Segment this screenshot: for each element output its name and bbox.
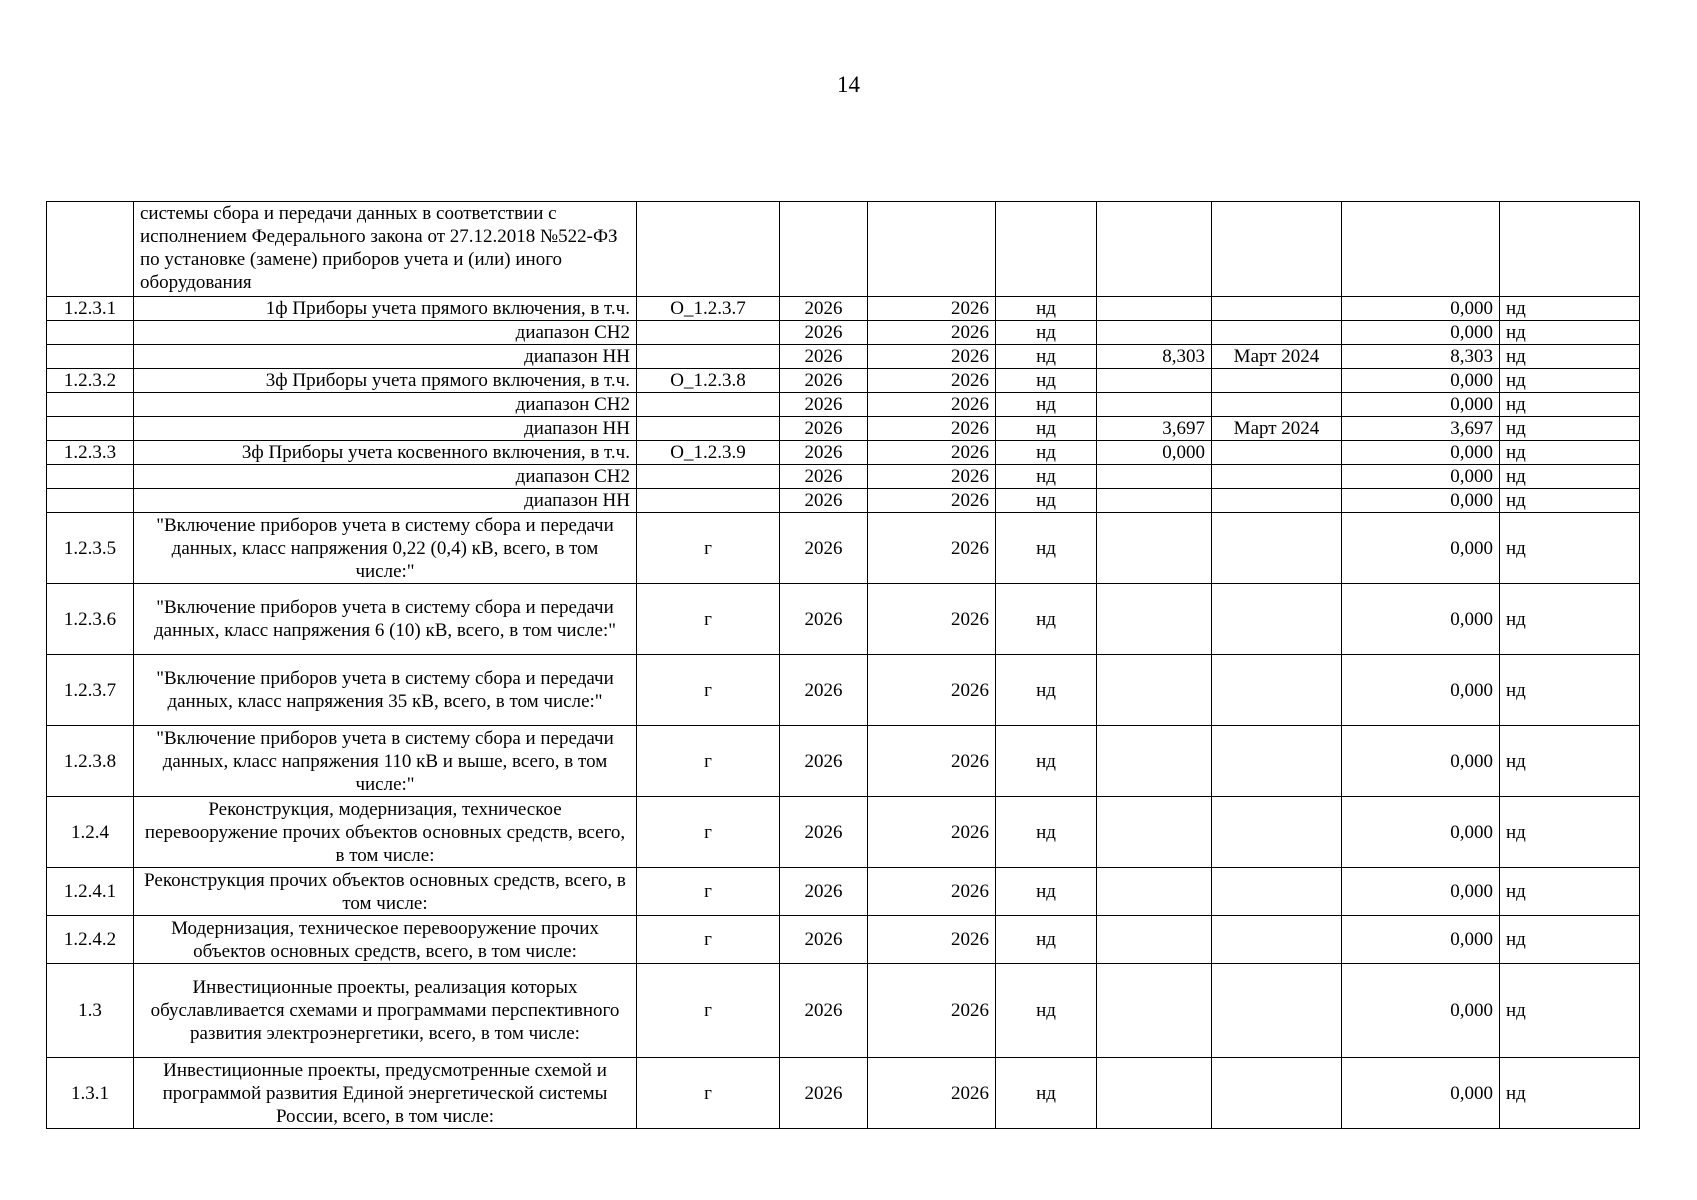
- row-value: [1097, 297, 1212, 321]
- row-value: [1097, 321, 1212, 345]
- row-year-end: 2026: [868, 441, 996, 465]
- row-description: "Включение приборов учета в систему сбора и передачи данных, класс напряжения 6 (10) кВ, всего, в том числе:": [134, 584, 637, 655]
- row-flag: нд: [996, 655, 1097, 726]
- row-year-end: 2026: [868, 465, 996, 489]
- row-flag: нд: [996, 1058, 1097, 1129]
- table-row: [47, 202, 1640, 297]
- row-year-start: 2026: [780, 345, 868, 369]
- row-number: 1.2.4.2: [47, 916, 134, 964]
- row-description: диапазон НН: [134, 345, 637, 369]
- row-total: 0,000: [1342, 465, 1500, 489]
- row-flag: нд: [996, 726, 1097, 797]
- table-row: [47, 1058, 1640, 1129]
- row-description: 3ф Приборы учета косвенного включения, в т.ч.: [134, 441, 637, 465]
- row-total: 0,000: [1342, 489, 1500, 513]
- row-flag-2: [1500, 202, 1640, 297]
- row-total: 0,000: [1342, 1058, 1500, 1129]
- row-year-end: 2026: [868, 964, 996, 1058]
- row-date: [1212, 513, 1342, 584]
- row-flag-2: нд: [1500, 321, 1640, 345]
- row-code: О_1.2.3.9: [637, 441, 780, 465]
- row-description: 3ф Приборы учета прямого включения, в т.ч.: [134, 369, 637, 393]
- row-year-end: 2026: [868, 655, 996, 726]
- row-date: [1212, 916, 1342, 964]
- row-code: г: [637, 916, 780, 964]
- row-flag-2: нд: [1500, 369, 1640, 393]
- row-code: О_1.2.3.7: [637, 297, 780, 321]
- row-code: г: [637, 797, 780, 868]
- row-year-start: 2026: [780, 321, 868, 345]
- row-total: 0,000: [1342, 797, 1500, 868]
- table-row: [47, 726, 1640, 797]
- row-date: Март 2024: [1212, 345, 1342, 369]
- row-year-start: 2026: [780, 297, 868, 321]
- row-flag-2: нд: [1500, 726, 1640, 797]
- row-code: [637, 321, 780, 345]
- row-date: Март 2024: [1212, 417, 1342, 441]
- table-row: [47, 369, 1640, 393]
- row-year-start: 2026: [780, 916, 868, 964]
- row-value: [1097, 868, 1212, 916]
- row-value: [1097, 655, 1212, 726]
- row-flag: нд: [996, 797, 1097, 868]
- row-total: 0,000: [1342, 393, 1500, 417]
- row-description: Реконструкция, модернизация, техническое перевооружение прочих объектов основных средств, всего, в том числе:: [134, 797, 637, 868]
- row-date: [1212, 465, 1342, 489]
- row-total: 0,000: [1342, 369, 1500, 393]
- row-total: 0,000: [1342, 916, 1500, 964]
- table-row: [47, 868, 1640, 916]
- row-date: [1212, 797, 1342, 868]
- row-date: [1212, 369, 1342, 393]
- row-flag: [996, 202, 1097, 297]
- row-year-end: 2026: [868, 513, 996, 584]
- row-year-start: 2026: [780, 584, 868, 655]
- table-row: [47, 489, 1640, 513]
- row-date: [1212, 655, 1342, 726]
- row-value: [1097, 797, 1212, 868]
- row-date: [1212, 868, 1342, 916]
- row-value: 3,697: [1097, 417, 1212, 441]
- row-number: 1.2.3.5: [47, 513, 134, 584]
- row-flag-2: нд: [1500, 964, 1640, 1058]
- row-value: [1097, 964, 1212, 1058]
- row-number: [47, 393, 134, 417]
- row-description: диапазон СН2: [134, 321, 637, 345]
- row-year-end: 2026: [868, 726, 996, 797]
- row-year-start: 2026: [780, 417, 868, 441]
- row-flag: нд: [996, 513, 1097, 584]
- row-description: Инвестиционные проекты, реализация которых обуславливается схемами и программами перспективного развития электроэнергетики, всего, в том числе:: [134, 964, 637, 1058]
- row-number: [47, 202, 134, 297]
- row-year-start: 2026: [780, 441, 868, 465]
- row-flag: нд: [996, 321, 1097, 345]
- row-total: 0,000: [1342, 321, 1500, 345]
- row-year-start: 2026: [780, 868, 868, 916]
- row-year-end: 2026: [868, 297, 996, 321]
- row-description: системы сбора и передачи данных в соответствии с исполнением Федерального закона от 27.12.2018 №522-ФЗ по установке (замене) приборов учета и (или) иного оборудования: [134, 202, 637, 297]
- row-flag-2: нд: [1500, 297, 1640, 321]
- row-value: [1097, 584, 1212, 655]
- table-row: [47, 321, 1640, 345]
- row-number: 1.3.1: [47, 1058, 134, 1129]
- row-year-start: 2026: [780, 964, 868, 1058]
- row-flag: нд: [996, 297, 1097, 321]
- row-flag: нд: [996, 916, 1097, 964]
- row-code: г: [637, 1058, 780, 1129]
- row-year-end: 2026: [868, 321, 996, 345]
- row-date: [1212, 489, 1342, 513]
- row-date: [1212, 393, 1342, 417]
- row-year-end: 2026: [868, 584, 996, 655]
- row-year-end: 2026: [868, 916, 996, 964]
- row-value: [1097, 489, 1212, 513]
- row-total: 0,000: [1342, 726, 1500, 797]
- row-flag: нд: [996, 465, 1097, 489]
- row-value: [1097, 726, 1212, 797]
- row-date: [1212, 964, 1342, 1058]
- row-flag: нд: [996, 964, 1097, 1058]
- table-row: [47, 441, 1640, 465]
- row-flag: нд: [996, 868, 1097, 916]
- row-total: [1342, 202, 1500, 297]
- row-flag: нд: [996, 369, 1097, 393]
- row-year-start: 2026: [780, 369, 868, 393]
- row-year-start: 2026: [780, 489, 868, 513]
- row-description: "Включение приборов учета в систему сбора и передачи данных, класс напряжения 0,22 (0,4) кВ, всего, в том числе:": [134, 513, 637, 584]
- row-number: [47, 489, 134, 513]
- row-code: г: [637, 964, 780, 1058]
- table-row: [47, 417, 1640, 441]
- row-total: 0,000: [1342, 441, 1500, 465]
- table-row: [47, 345, 1640, 369]
- row-date: [1212, 441, 1342, 465]
- row-description: Модернизация, техническое перевооружение прочих объектов основных средств, всего, в том числе:: [134, 916, 637, 964]
- row-code: О_1.2.3.8: [637, 369, 780, 393]
- row-flag: нд: [996, 393, 1097, 417]
- row-description: диапазон НН: [134, 417, 637, 441]
- row-date: [1212, 297, 1342, 321]
- row-year-end: 2026: [868, 868, 996, 916]
- row-number: 1.2.3.8: [47, 726, 134, 797]
- row-date: [1212, 1058, 1342, 1129]
- page-number: 14: [837, 72, 860, 97]
- row-value: [1097, 1058, 1212, 1129]
- row-description: диапазон СН2: [134, 393, 637, 417]
- row-total: 0,000: [1342, 584, 1500, 655]
- row-flag-2: нд: [1500, 584, 1640, 655]
- row-description: диапазон СН2: [134, 465, 637, 489]
- row-date: [1212, 202, 1342, 297]
- row-flag: нд: [996, 417, 1097, 441]
- row-flag: нд: [996, 345, 1097, 369]
- table-row: [47, 513, 1640, 584]
- table-row: [47, 465, 1640, 489]
- row-code: [637, 417, 780, 441]
- row-number: [47, 465, 134, 489]
- row-total: 3,697: [1342, 417, 1500, 441]
- row-code: [637, 393, 780, 417]
- row-flag-2: нд: [1500, 513, 1640, 584]
- row-value: [1097, 513, 1212, 584]
- row-total: 0,000: [1342, 868, 1500, 916]
- row-number: 1.2.3.3: [47, 441, 134, 465]
- row-value: 8,303: [1097, 345, 1212, 369]
- row-year-start: 2026: [780, 1058, 868, 1129]
- row-year-start: 2026: [780, 726, 868, 797]
- row-code: [637, 489, 780, 513]
- row-value: [1097, 393, 1212, 417]
- row-value: 0,000: [1097, 441, 1212, 465]
- row-number: 1.3: [47, 964, 134, 1058]
- investment-table: [46, 201, 1640, 1129]
- row-number: 1.2.4.1: [47, 868, 134, 916]
- row-flag-2: нд: [1500, 393, 1640, 417]
- row-year-start: 2026: [780, 797, 868, 868]
- row-date: [1212, 321, 1342, 345]
- row-year-end: 2026: [868, 1058, 996, 1129]
- row-flag-2: нд: [1500, 441, 1640, 465]
- row-flag-2: нд: [1500, 1058, 1640, 1129]
- row-total: 0,000: [1342, 655, 1500, 726]
- table-row: [47, 655, 1640, 726]
- row-description: "Включение приборов учета в систему сбора и передачи данных, класс напряжения 35 кВ, всего, в том числе:": [134, 655, 637, 726]
- row-flag: нд: [996, 489, 1097, 513]
- row-year-start: 2026: [780, 655, 868, 726]
- row-flag-2: нд: [1500, 417, 1640, 441]
- row-number: [47, 345, 134, 369]
- row-total: 0,000: [1342, 297, 1500, 321]
- row-number: 1.2.4: [47, 797, 134, 868]
- row-number: 1.2.3.7: [47, 655, 134, 726]
- row-description: диапазон НН: [134, 489, 637, 513]
- row-value: [1097, 465, 1212, 489]
- row-code: г: [637, 726, 780, 797]
- row-number: 1.2.3.1: [47, 297, 134, 321]
- row-value: [1097, 202, 1212, 297]
- row-description: Реконструкция прочих объектов основных средств, всего, в том числе:: [134, 868, 637, 916]
- row-code: г: [637, 868, 780, 916]
- row-date: [1212, 584, 1342, 655]
- row-number: 1.2.3.6: [47, 584, 134, 655]
- row-year-start: [780, 202, 868, 297]
- row-flag-2: нд: [1500, 465, 1640, 489]
- row-year-end: 2026: [868, 393, 996, 417]
- row-number: 1.2.3.2: [47, 369, 134, 393]
- row-flag-2: нд: [1500, 345, 1640, 369]
- row-code: [637, 465, 780, 489]
- row-total: 8,303: [1342, 345, 1500, 369]
- row-description: Инвестиционные проекты, предусмотренные схемой и программой развития Единой энергетической системы России, всего, в том числе:: [134, 1058, 637, 1129]
- row-number: [47, 417, 134, 441]
- row-flag: нд: [996, 584, 1097, 655]
- row-value: [1097, 369, 1212, 393]
- row-description: "Включение приборов учета в систему сбора и передачи данных, класс напряжения 110 кВ и выше, всего, в том числе:": [134, 726, 637, 797]
- table-row: [47, 584, 1640, 655]
- row-year-end: 2026: [868, 369, 996, 393]
- row-year-end: 2026: [868, 489, 996, 513]
- row-flag-2: нд: [1500, 797, 1640, 868]
- row-code: г: [637, 655, 780, 726]
- row-year-end: 2026: [868, 417, 996, 441]
- row-year-start: 2026: [780, 465, 868, 489]
- row-code: [637, 202, 780, 297]
- row-number: [47, 321, 134, 345]
- table-row: [47, 297, 1640, 321]
- row-code: [637, 345, 780, 369]
- row-date: [1212, 726, 1342, 797]
- table-row: [47, 964, 1640, 1058]
- row-year-end: 2026: [868, 797, 996, 868]
- table-row: [47, 393, 1640, 417]
- row-flag-2: нд: [1500, 655, 1640, 726]
- row-year-end: 2026: [868, 345, 996, 369]
- row-year-end: [868, 202, 996, 297]
- row-code: г: [637, 584, 780, 655]
- row-flag-2: нд: [1500, 489, 1640, 513]
- row-flag: нд: [996, 441, 1097, 465]
- row-description: 1ф Приборы учета прямого включения, в т.ч.: [134, 297, 637, 321]
- table-row: [47, 797, 1640, 868]
- row-year-start: 2026: [780, 393, 868, 417]
- row-flag-2: нд: [1500, 868, 1640, 916]
- row-total: 0,000: [1342, 964, 1500, 1058]
- row-value: [1097, 916, 1212, 964]
- row-flag-2: нд: [1500, 916, 1640, 964]
- row-code: г: [637, 513, 780, 584]
- row-year-start: 2026: [780, 513, 868, 584]
- table-row: [47, 916, 1640, 964]
- row-total: 0,000: [1342, 513, 1500, 584]
